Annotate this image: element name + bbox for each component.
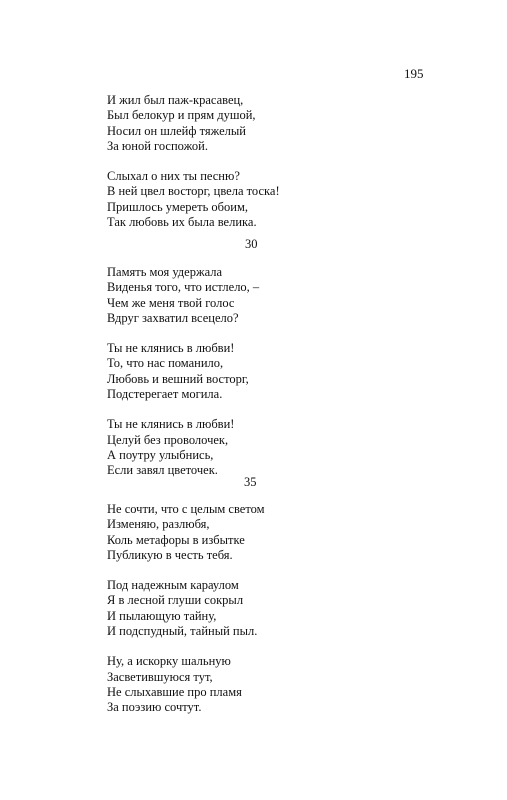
verse-line: Я в лесной глуши сокрыл [107,593,244,608]
verse-line: За юной госпожой. [107,138,208,153]
verse-line: За поэзию сочтут. [107,700,202,715]
poem-number-30: 30 [245,237,258,251]
verse-line: Пришлось умереть обоим, [107,199,248,214]
verse-line: Чем же меня твой голос [107,295,235,310]
verse-line: В ней цвел восторг, цвела тоска! [107,184,280,199]
verse-line: Ты не клянись в любви! [107,341,235,356]
verse-line: Ну, а искорку шальную [107,654,231,669]
verse-line: Вдруг захватил всецело? [107,310,239,325]
poem-30 [107,265,407,494]
verse-line: Коль метафоры в избытке [107,532,245,547]
stanza [107,265,407,326]
verse-line: И подспудный, тайный пыл. [107,624,258,639]
verse-line: Подстерегает могила. [107,387,223,402]
verse-line: Засветившуюся тут, [107,669,213,684]
verse-line: И пылающую тайну, [107,608,217,623]
verse-line: Память моя удержала [107,265,223,279]
verse-line: Публикую в честь тебя. [107,547,233,562]
stanza [107,417,407,478]
stanza [107,578,407,639]
verse-line: Слыхал о них ты песню? [107,169,240,184]
verse-line: Любовь и вешний восторг, [107,371,249,386]
stanza [107,93,407,154]
verse-line: Под надежным караулом [107,578,239,593]
poem-number-35: 35 [244,475,257,489]
verse-line: Изменяю, разлюбя, [107,517,210,532]
stanza [107,169,407,230]
verse-line: Виденья того, что истлело, – [107,280,260,295]
stanza [107,502,407,563]
poem-35 [107,502,407,731]
verse-line: Если завял цветочек. [107,463,218,478]
page-number: 195 [404,66,424,81]
verse-line: Так любовь их была велика. [107,215,257,230]
verse-line: То, что нас поманило, [107,356,224,371]
verse-line: И жил был паж-красавец, [107,93,244,107]
verse-line: Не слыхавшие про пламя [107,684,242,699]
verse-line: Ты не клянись в любви! [107,417,235,432]
stanza [107,341,407,402]
verse-line: А поутру улыбнись, [107,447,214,462]
verse-line: Был белокур и прям душой, [107,108,256,123]
verse-line: Носил он шлейф тяжелый [107,123,246,138]
verse-line: Целуй без проволочек, [107,432,229,447]
verse-line: Не сочти, что с целым светом [107,502,265,516]
poem-29-continuation [107,93,407,245]
stanza [107,654,407,715]
